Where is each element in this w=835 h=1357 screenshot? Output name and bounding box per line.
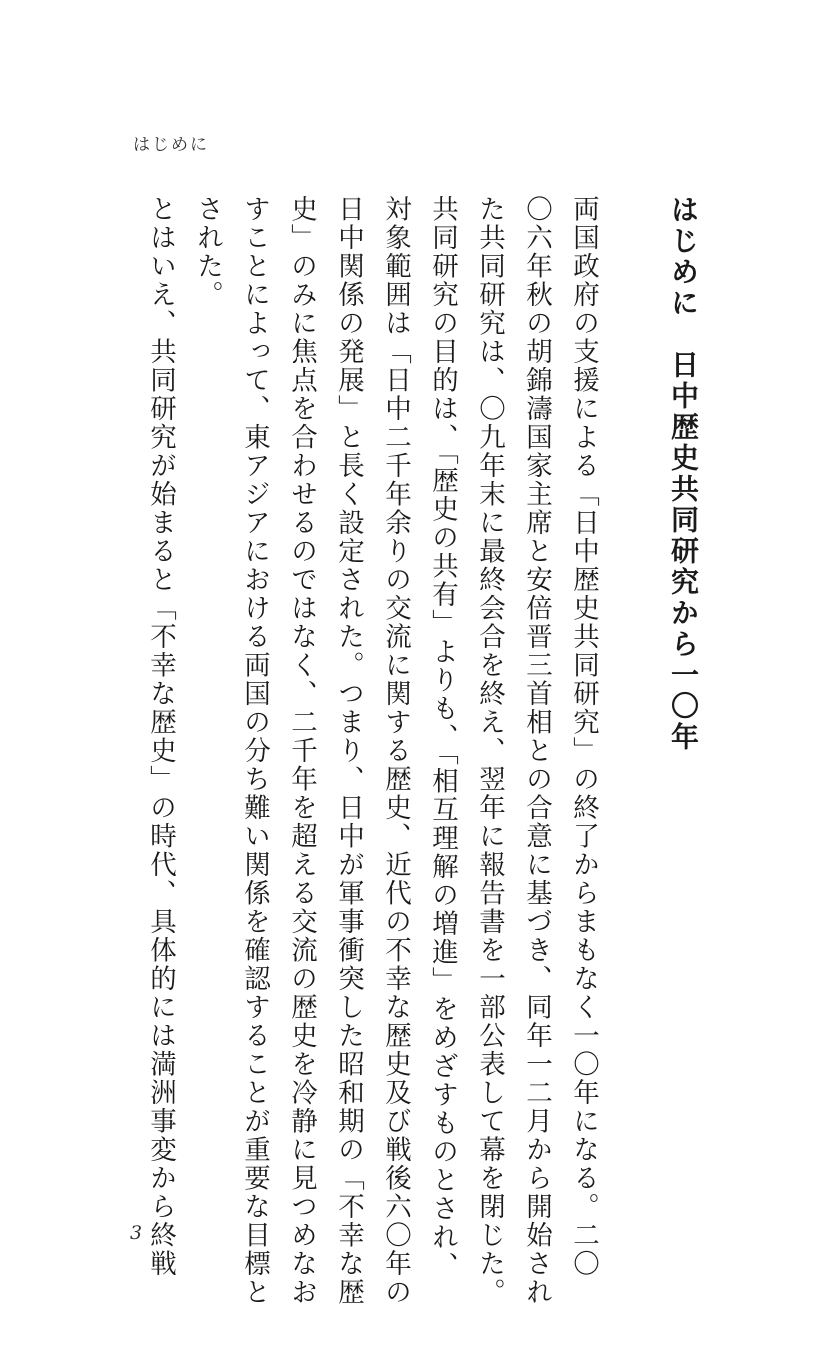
body-line: 日中関係の発展」と長く設定された。つまり、日中が軍事衝突した昭和期の「不幸な歴 [333, 195, 364, 1307]
vertical-text-block [137, 195, 707, 1307]
body-line: 対象範囲は「日中二千年余りの交流に関する歴史、近代の不幸な歴史及び戦後六〇年の [380, 195, 411, 1307]
chapter-title: はじめに 日中歴史共同研究から一〇年 [667, 195, 700, 753]
body-line: とはいえ、共同研究が始まると「不幸な歴史」の時代、具体的には満洲事変から終戦 [145, 195, 176, 1278]
running-head: はじめに [133, 135, 209, 155]
body-line: 史」のみに焦点を合わせるのではなく、二千年を超える交流の歴史を冷静に見つめなお [286, 195, 317, 1307]
body-line: 両国政府の支援による「日中歴史共同研究」の終了からまもなく一〇年になる。二〇 [568, 195, 599, 1278]
body-line: すことによって、東アジアにおける両国の分ち難い関係を確認することが重要な目標と [239, 195, 270, 1307]
body-line: 共同研究の目的は、「歴史の共有」よりも、「相互理解の増進」をめざすものとされ、 [427, 195, 458, 1280]
body-line: 〇六年秋の胡錦濤国家主席と安倍晋三首相との合意に基づき、同年一二月から開始され [521, 195, 552, 1307]
body-line: た共同研究は、〇九年末に最終会合を終え、翌年に報告書を一部公表して幕を閉じた。 [474, 195, 505, 1307]
page-number: 3 [130, 1222, 143, 1244]
body-line: された。 [192, 195, 223, 309]
